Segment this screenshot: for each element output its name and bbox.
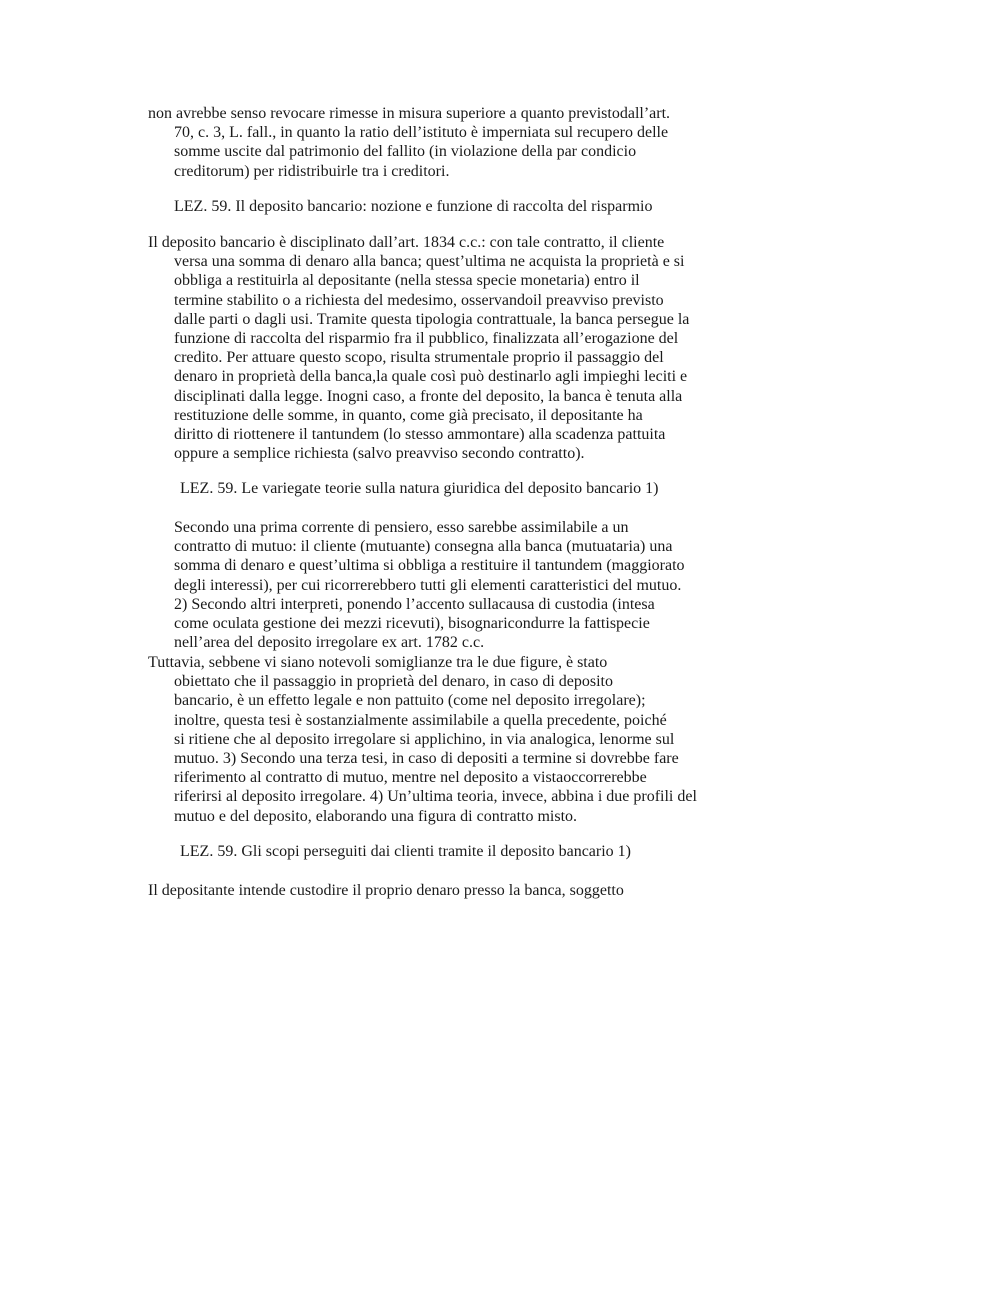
paragraph-teorie-mutuo [174, 518, 818, 652]
text-line: 2) Secondo altri interpreti, ponendo l’accento sullacausa di custodia (intesa [174, 595, 655, 613]
text-line: Secondo una prima corrente di pensiero, esso sarebbe assimilabile a un [174, 519, 629, 536]
text-line: Il depositante intende custodire il proprio denaro presso la banca, soggetto [148, 882, 624, 899]
text-line: disciplinati dalla legge. Inogni caso, a fronte del deposito, la banca è tenuta alla [174, 387, 683, 405]
text-line: dalle parti o dagli usi. Tramite questa tipologia contrattuale, la banca persegue la [174, 310, 690, 328]
text-line: credito. Per attuare questo scopo, risulta strumentale proprio il passaggio del [174, 349, 664, 367]
text-line: contratto di mutuo: il cliente (mutuante) consegna alla banca (mutuataria) una [174, 538, 673, 556]
text-line: mutuo. 3) Secondo una terza tesi, in caso di depositi a termine si dovrebbe fare [174, 750, 679, 768]
text-line: come oculata gestione dei mezzi ricevuti), bisognaricondurre la fattispecie [174, 615, 650, 633]
text-line: Tuttavia, sebbene vi siano notevoli somiglianze tra le due figure, è stato [148, 654, 608, 671]
text-line: degli interessi), per cui ricorrerebbero tutti gli elementi caratteristici del mutuo. [174, 576, 682, 594]
text-line: termine stabilito o a richiesta del medesimo, osservandoil preavviso previsto [174, 291, 664, 309]
text-line: bancario, è un effetto legale e non pattuito (come nel deposito irregolare); [174, 692, 646, 710]
text-line: diritto di riottenere il tantundem (lo stesso ammontare) alla scadenza pattuita [174, 426, 666, 444]
text-line: inoltre, questa tesi è sostanzialmente assimilabile a quella precedente, poiché [174, 711, 667, 729]
text-line: creditorum) per ridistribuirle tra i creditori. [174, 162, 450, 180]
text-line: non avrebbe senso revocare rimesse in misura superiore a quanto previstodall’art. [148, 105, 671, 122]
paragraph-obiezioni [148, 653, 818, 826]
text-line: 70, c. 3, L. fall., in quanto la ratio dell’istituto è imperniata sul recupero delle [174, 124, 669, 142]
section-heading-scopi: LEZ. 59. Gli scopi perseguiti dai clienti tramite il deposito bancario 1) [180, 843, 631, 860]
text-line: somme uscite dal patrimonio del fallito (in violazione della par condicio [174, 143, 637, 161]
text-line: versa una somma di denaro alla banca; quest’ultima ne acquista la proprietà e si [174, 253, 685, 271]
text-line: obiettato che il passaggio in proprietà del denaro, in caso di deposito [174, 673, 613, 691]
text-line: funzione di raccolta del risparmio fra il pubblico, finalizzata all’erogazione del [174, 330, 679, 348]
text-line: Il deposito bancario è disciplinato dall’art. 1834 c.c.: con tale contratto, il cliente [148, 234, 665, 251]
paragraph-revocatoria [148, 104, 818, 181]
text-line: restituzione delle somme, in quanto, come già precisato, il depositante ha [174, 406, 643, 424]
text-line: oppure a semplice richiesta (salvo preavviso secondo contratto). [174, 445, 585, 463]
text-line: si ritiene che al deposito irregolare si applichino, in via analogica, lenorme sul [174, 730, 675, 748]
section-heading-teorie: LEZ. 59. Le variegate teorie sulla natura giuridica del deposito bancario 1) [180, 480, 659, 497]
text-line: riferimento al contratto di mutuo, mentre nel deposito a vistaoccorrerebbe [174, 769, 647, 787]
paragraph-scopi [148, 881, 818, 900]
paragraph-deposito-bancario [148, 233, 818, 463]
text-line: obbliga a restituirla al depositante (nella stessa specie monetaria) entro il [174, 272, 640, 290]
text-line: denaro in proprietà della banca,la quale così può destinarlo agli impieghi leciti e [174, 368, 688, 386]
section-heading-nozione: LEZ. 59. Il deposito bancario: nozione e funzione di raccolta del risparmio [174, 198, 653, 215]
text-line: mutuo e del deposito, elaborando una figura di contratto misto. [174, 807, 578, 825]
text-line: somma di denaro e quest’ultima si obbliga a restituire il tantundem (maggiorato [174, 557, 685, 575]
text-line: nell’area del deposito irregolare ex art. 1782 c.c. [174, 634, 485, 652]
text-line: riferirsi al deposito irregolare. 4) Un’ultima teoria, invece, abbina i due profili del [174, 788, 697, 806]
